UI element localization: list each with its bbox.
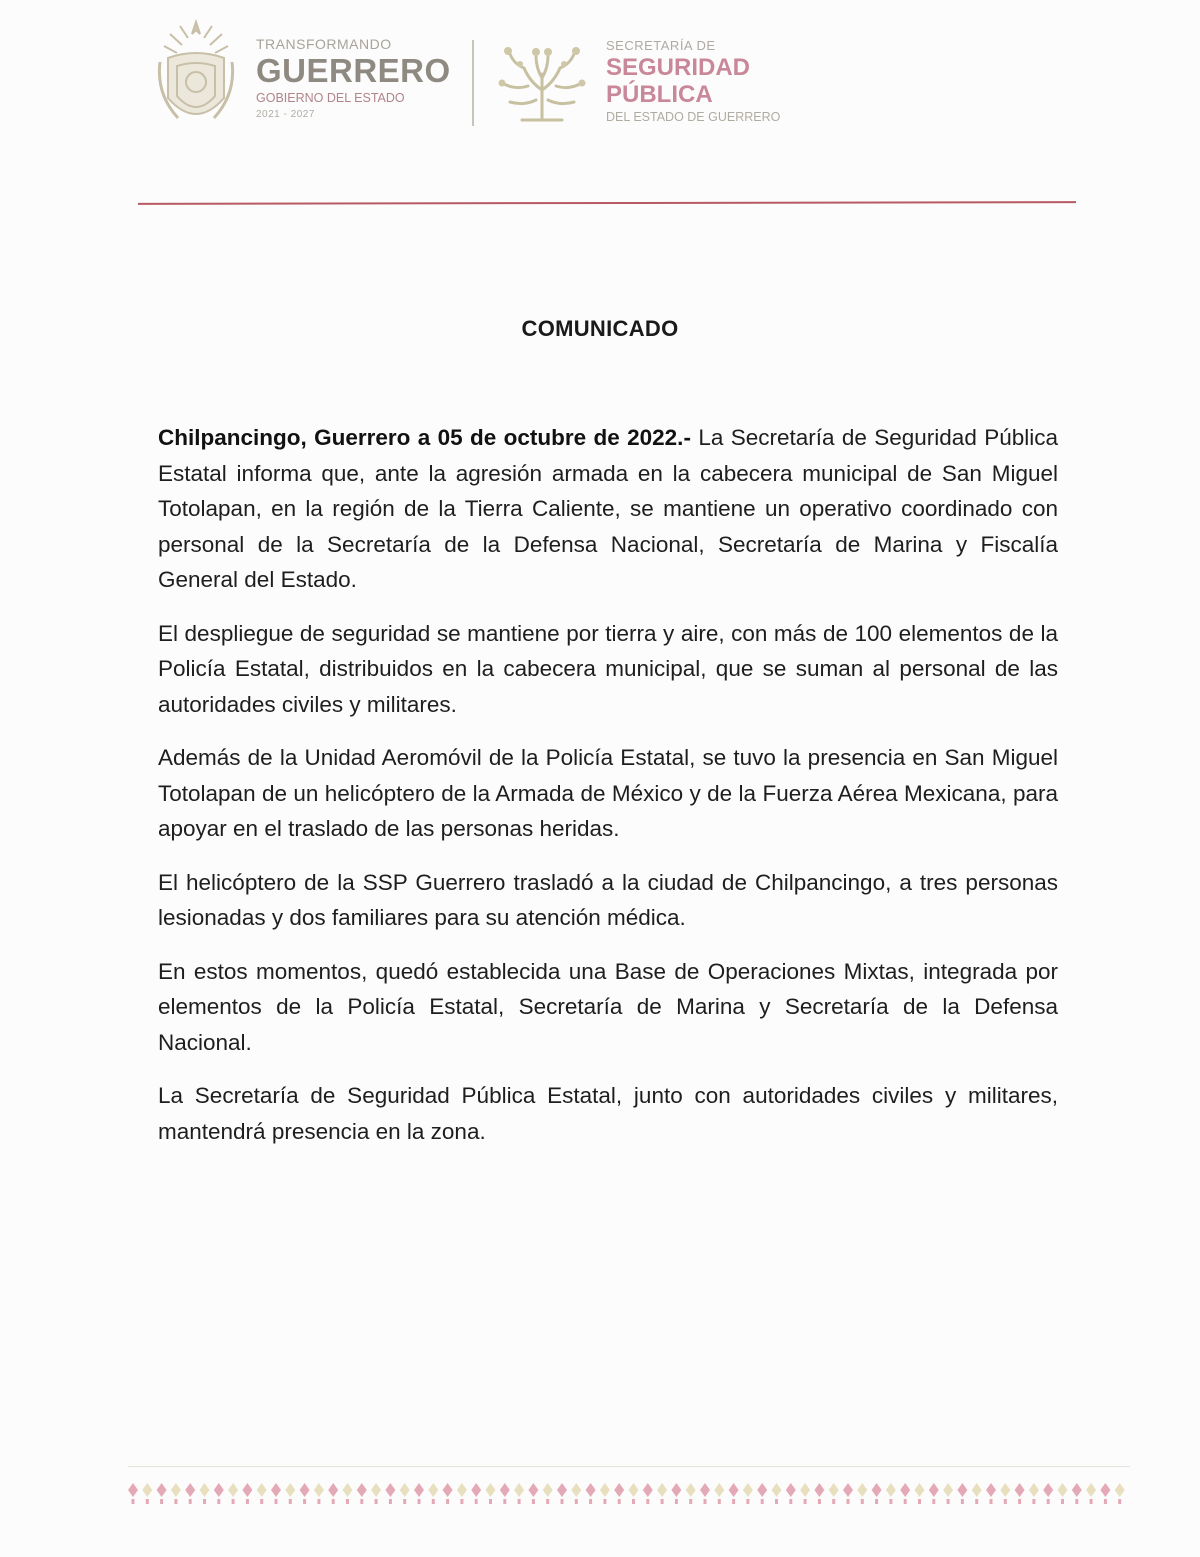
ornament-motif bbox=[471, 1483, 481, 1504]
ornament-motif bbox=[886, 1483, 896, 1504]
document-title: COMUNICADO bbox=[521, 316, 679, 341]
ornament-motif bbox=[614, 1483, 624, 1504]
ornament-motif bbox=[786, 1483, 796, 1504]
paragraph-1-text: La Secretaría de Seguridad Pública Estatal informa que, ante la agresión armada en la cabecera municipal de San Miguel Totolapan, en la región de la Tierra Caliente, se mantiene un operativo coordinado con personal de la Secretaría de la Defensa Nacional, Secretaría de Marina y Fiscalía General del Estado. bbox=[158, 425, 1058, 592]
paragraph-4: El helicóptero de la SSP Guerrero trasladó a la ciudad de Chilpancingo, a tres personas lesionadas y dos familiares para su atención médica. bbox=[158, 869, 1058, 930]
ornament-motif bbox=[586, 1483, 596, 1504]
ornament-motif bbox=[986, 1483, 996, 1504]
ornament-motif bbox=[972, 1483, 982, 1504]
ornament-motif bbox=[814, 1483, 824, 1504]
header-rule bbox=[138, 201, 1076, 205]
ssp-name-line1: SEGURIDAD bbox=[606, 54, 751, 81]
document-body bbox=[158, 420, 1058, 1167]
ornament-motif bbox=[872, 1483, 882, 1504]
ornament-motif bbox=[214, 1483, 224, 1504]
ornament-motif bbox=[571, 1483, 581, 1504]
state-coat-of-arms-icon bbox=[155, 18, 237, 136]
ornament-motif bbox=[543, 1483, 553, 1504]
ornament-motif bbox=[729, 1483, 739, 1504]
paragraph-3: Además de la Unidad Aeromóvil de la Policía Estatal, se tuvo la presencia en San Miguel Totolapan de un helicóptero de la Armada de México y de la Fuerza Aérea Mexicana, para apoyar en el traslado de las personas heridas. bbox=[158, 745, 1058, 841]
ornament-motif bbox=[1000, 1483, 1010, 1504]
ssp-name-line2: PÚBLICA bbox=[606, 81, 713, 108]
ornament-motif bbox=[957, 1483, 967, 1504]
ornament-motif bbox=[443, 1483, 453, 1504]
ornament-motif bbox=[371, 1483, 381, 1504]
ornament-motif bbox=[714, 1483, 724, 1504]
ornament-motif bbox=[128, 1483, 138, 1504]
ornament-motif bbox=[829, 1483, 839, 1504]
ornament-motif bbox=[643, 1483, 653, 1504]
ornament-motif bbox=[772, 1483, 782, 1504]
ssp-state: DEL ESTADO DE GUERRERO bbox=[606, 110, 781, 124]
ornament-motif bbox=[171, 1483, 181, 1504]
ssp-tree-emblem-icon bbox=[494, 34, 590, 126]
ornament-motif bbox=[943, 1483, 953, 1504]
ornament-motif bbox=[328, 1483, 338, 1504]
ornament-motif bbox=[557, 1483, 567, 1504]
ornament-motif bbox=[271, 1483, 281, 1504]
ornament-motif bbox=[757, 1483, 767, 1504]
ornament-motif bbox=[686, 1483, 696, 1504]
ornament-motif bbox=[929, 1483, 939, 1504]
ornament-motif bbox=[500, 1483, 510, 1504]
paragraph-5: En estos momentos, quedó establecida una Base de Operaciones Mixtas, integrada por elementos de la Policía Estatal, Secretaría de Marina y Secretaría de la Defensa Nacional. bbox=[158, 958, 1058, 1055]
ornament-motif bbox=[343, 1483, 353, 1504]
logo-divider bbox=[472, 40, 474, 126]
ornament-motif bbox=[142, 1483, 152, 1504]
ornament-motif bbox=[528, 1483, 538, 1504]
ornament-motif bbox=[385, 1483, 395, 1504]
ornament-motif bbox=[857, 1483, 867, 1504]
gov-tagline: TRANSFORMANDO bbox=[256, 36, 392, 52]
ornament-motif bbox=[700, 1483, 710, 1504]
gov-term: 2021 - 2027 bbox=[256, 109, 315, 120]
ornament-motif bbox=[629, 1483, 639, 1504]
ornament-motif bbox=[657, 1483, 667, 1504]
ornament-motif bbox=[843, 1483, 853, 1504]
ornament-motif bbox=[1086, 1483, 1096, 1504]
ornament-motif bbox=[600, 1483, 610, 1504]
ornament-motif bbox=[357, 1483, 367, 1504]
paragraph-6: La Secretaría de Seguridad Pública Estatal, junto con autoridades civiles y militares, mantendrá presencia en la zona. bbox=[158, 1083, 1058, 1144]
ornament-motif bbox=[157, 1483, 167, 1504]
gov-subtitle: GOBIERNO DEL ESTADO bbox=[256, 91, 405, 105]
ornament-motif bbox=[314, 1483, 324, 1504]
ornament-motif bbox=[1029, 1483, 1039, 1504]
ornament-motif bbox=[1072, 1483, 1082, 1504]
state-government-logo bbox=[256, 36, 456, 120]
footer-rule bbox=[128, 1466, 1130, 1467]
ornament-motif bbox=[1100, 1483, 1110, 1504]
ornament-motif bbox=[414, 1483, 424, 1504]
ornament-motif bbox=[486, 1483, 496, 1504]
ornament-motif bbox=[400, 1483, 410, 1504]
ornament-motif bbox=[915, 1483, 925, 1504]
letterhead bbox=[0, 0, 1200, 220]
ornament-motif bbox=[285, 1483, 295, 1504]
ornament-motif bbox=[428, 1483, 438, 1504]
ornament-motif bbox=[257, 1483, 267, 1504]
ornament-motif bbox=[300, 1483, 310, 1504]
ornament-motif bbox=[1115, 1483, 1125, 1504]
ornament-motif bbox=[900, 1483, 910, 1504]
ornament-motif bbox=[743, 1483, 753, 1504]
gov-name: GUERRERO bbox=[256, 52, 451, 89]
ornament-motif bbox=[800, 1483, 810, 1504]
ornament-motif bbox=[1058, 1483, 1068, 1504]
ssp-label: SECRETARÍA DE bbox=[606, 38, 716, 53]
paragraph-2: El despliegue de seguridad se mantiene por tierra y aire, con más de 100 elementos de la Policía Estatal, distribuidos en la cabecera municipal, que se suman al personal de las autoridades civiles y militares. bbox=[158, 620, 1058, 717]
ornament-motif bbox=[1015, 1483, 1025, 1504]
paragraph-1 bbox=[158, 420, 1058, 598]
ornament-motif bbox=[457, 1483, 467, 1504]
ornament-motif bbox=[514, 1483, 524, 1504]
dateline: Chilpancingo, Guerrero a 05 de octubre de 2022.- bbox=[158, 425, 691, 450]
decorative-border-pattern bbox=[126, 1480, 1132, 1506]
ornament-motif bbox=[1043, 1483, 1053, 1504]
ornament-motif bbox=[228, 1483, 238, 1504]
ornament-motif bbox=[185, 1483, 195, 1504]
ssp-logo bbox=[606, 38, 836, 124]
ornament-motif bbox=[242, 1483, 252, 1504]
ornament-motif bbox=[200, 1483, 210, 1504]
ornament-motif bbox=[671, 1483, 681, 1504]
